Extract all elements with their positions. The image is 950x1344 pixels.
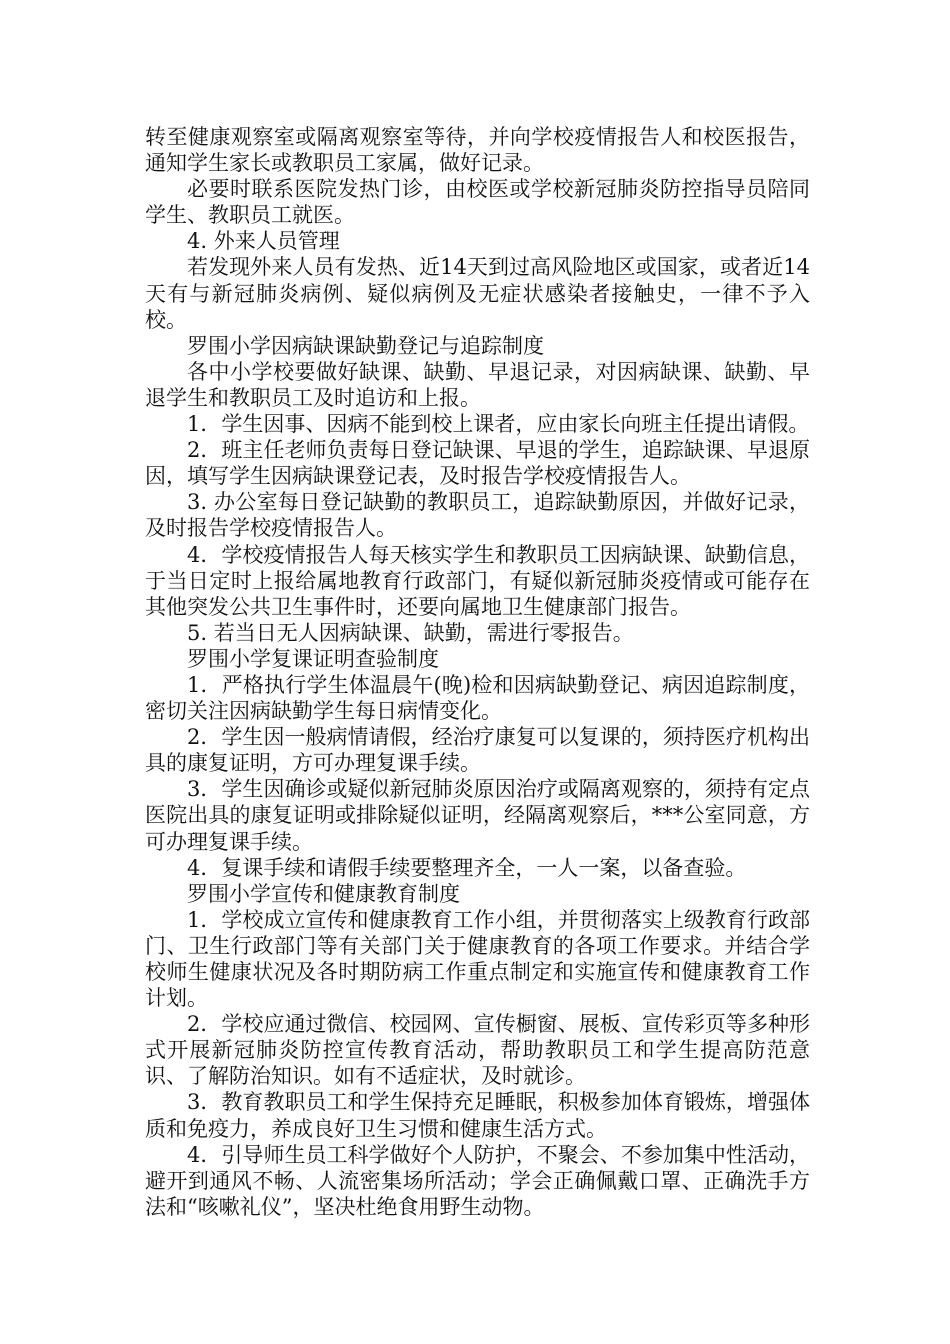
list-item: 4．复课手续和请假手续要整理齐全，一人一案，以备查验。	[187, 855, 747, 880]
list-item: 3. 办公室每日登记缺勤的教职员工，追踪缺勤原因，并做好记录，及时报告学校疫情报告人。	[145, 490, 810, 541]
list-item: 2．班主任老师负责每日登记缺课、早退的学生，追踪缺课、早退原因，填写学生因病缺课登记表，及时报告学校疫情报告人。	[145, 438, 810, 489]
section-heading: 罗围小学因病缺课缺勤登记与追踪制度	[187, 333, 544, 358]
paragraph: 转至健康观察室或隔离观察室等待，并向学校疫情报告人和校医报告，通知学生家长或教职员工家属，做好记录。	[145, 125, 810, 176]
list-item: 2．学生因一般病情请假，经治疗康复可以复课的，须持医疗机构出具的康复证明，方可办理复课手续。	[145, 725, 810, 776]
section-subheading: 4. 外来人员管理	[187, 229, 340, 254]
list-item: 5. 若当日无人因病缺课、缺勤，需进行零报告。	[187, 620, 634, 645]
list-item: 4．引导师生员工科学做好个人防护，不聚会、不参加集中性活动，避开到通风不畅、人流密集场所活动；学会正确佩戴口罩、正确洗手方法和“咳嗽礼仪”，坚决杜绝食用野生动物。	[145, 1142, 810, 1219]
section-heading: 罗围小学宣传和健康教育制度	[187, 881, 460, 906]
list-item: 1．学校成立宣传和健康教育工作小组，并贯彻落实上级教育行政部门、卫生行政部门等有关部门关于健康教育的各项工作要求。并结合学校师生健康状况及各时期防病工作重点制定和实施宣传和健康教育工作计划。	[145, 907, 810, 1011]
paragraph: 必要时联系医院发热门诊，由校医或学校新冠肺炎防控指导员陪同学生、教职员工就医。	[145, 177, 810, 228]
document-page	[145, 124, 810, 1220]
list-item: 2．学校应通过微信、校园网、宣传橱窗、展板、宣传彩页等多种形式开展新冠肺炎防控宣传教育活动，帮助教职员工和学生提高防范意识、了解防治知识。如有不适症状，及时就诊。	[145, 1012, 810, 1089]
paragraph: 若发现外来人员有发热、近14天到过高风险地区或国家，或者近14天有与新冠肺炎病例、疑似病例及无症状感染者接触史，一律不予入校。	[145, 255, 810, 332]
list-item: 1．严格执行学生体温晨午(晚)检和因病缺勤登记、病因追踪制度，密切关注因病缺勤学生每日病情变化。	[145, 672, 810, 724]
list-item: 1．学生因事、因病不能到校上课者，应由家长向班主任提出请假。	[187, 412, 810, 437]
list-item: 4．学校疫情报告人每天核实学生和教职员工因病缺课、缺勤信息，于当日定时上报给属地教育行政部门，有疑似新冠肺炎疫情或可能存在其他突发公共卫生事件时，还要向属地卫生健康部门报告。	[145, 542, 810, 619]
list-item: 3．学生因确诊或疑似新冠肺炎原因治疗或隔离观察的，须持有定点医院出具的康复证明或排除疑似证明，经隔离观察后，***公室同意，方可办理复课手续。	[145, 777, 810, 854]
section-heading: 罗围小学复课证明查验制度	[187, 646, 439, 671]
paragraph: 各中小学校要做好缺课、缺勤、早退记录，对因病缺课、缺勤、早退学生和教职员工及时追访和上报。	[145, 359, 810, 410]
list-item: 3．教育教职员工和学生保持充足睡眠，积极参加体育锻炼，增强体质和免疫力，养成良好卫生习惯和健康生活方式。	[145, 1090, 810, 1141]
